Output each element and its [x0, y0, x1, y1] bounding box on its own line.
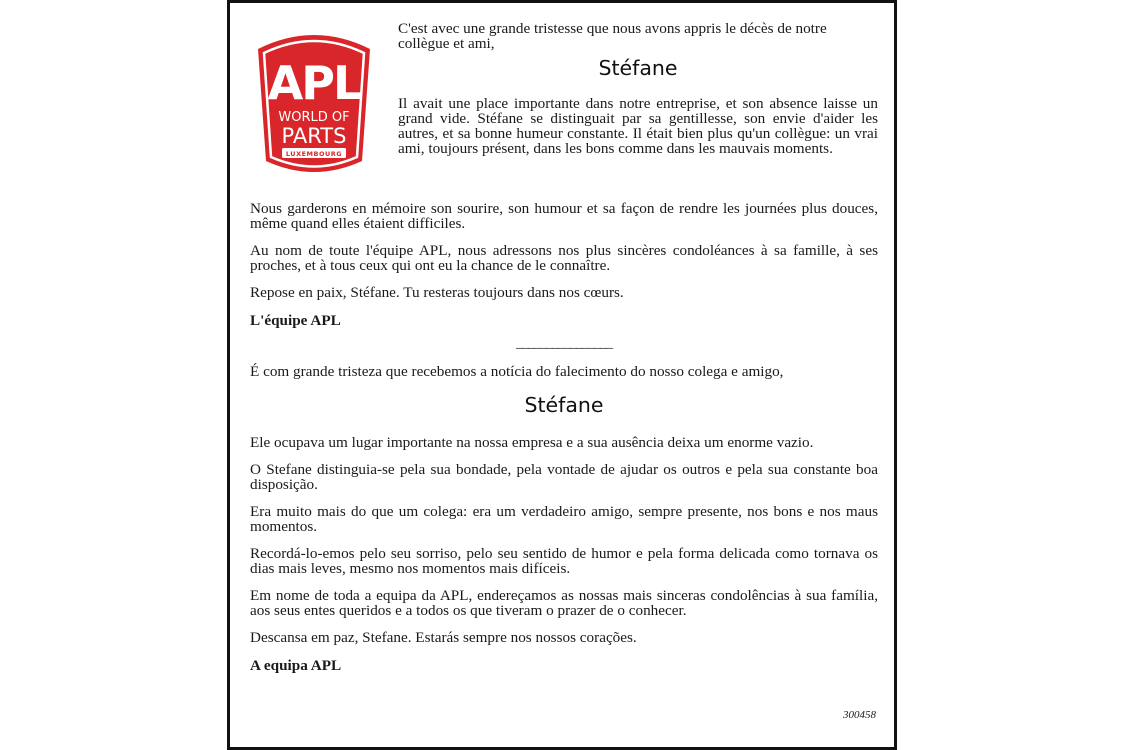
- french-paragraph: Repose en paix, Stéfane. Tu resteras toujours dans nos cœurs.: [250, 284, 624, 301]
- french-body: [250, 201, 878, 675]
- portuguese-signature: A equipa APL: [250, 657, 342, 674]
- portuguese-paragraph: O Stefane distinguia-se pela sua bondade, pela vontade de ajudar os outros e pela sua constante boa disposição.: [250, 461, 878, 493]
- french-intro: C'est avec une grande tristesse que nous avons appris le décès de notre collègue et ami,: [398, 20, 827, 52]
- portuguese-name: Stéfane: [524, 393, 604, 417]
- french-paragraph: Au nom de toute l'équipe APL, nous adressons nos plus sincères condoléances à sa famille, à ses proches, et à tous ceux qui ont eu la chance de le connaître.: [250, 242, 878, 274]
- french-name: Stéfane: [598, 56, 678, 80]
- section-divider: ________________: [516, 336, 612, 351]
- apl-logo: [248, 21, 380, 181]
- reference-number: 300458: [843, 709, 876, 721]
- portuguese-paragraph: Ele ocupava um lugar importante na nossa empresa e a sua ausência deixa um enorme vazio.: [250, 434, 814, 451]
- portuguese-intro: É com grande tristeza que recebemos a notícia do falecimento do nosso colega e amigo,: [250, 363, 784, 380]
- logo-line2: PARTS: [281, 124, 347, 148]
- portuguese-paragraph: Descansa em paz, Stefane. Estarás sempre nos nossos corações.: [250, 629, 637, 646]
- obituary-notice: [227, 0, 897, 750]
- logo-badge-text: LUXEMBOURG: [285, 150, 343, 158]
- french-paragraph: Nous garderons en mémoire son sourire, son humour et sa façon de rendre les journées plus douces, même quand elles étaient difficiles.: [250, 200, 878, 232]
- logo-line1: WORLD OF: [278, 110, 350, 125]
- portuguese-paragraph: Recordá-lo-emos pelo seu sorriso, pelo seu sentido de humor e pela forma delicada como tornava os dias mais leves, mesmo nos momentos mais difíceis.: [250, 545, 878, 577]
- logo-brand: APL: [267, 56, 361, 110]
- portuguese-paragraph: Em nome de toda a equipa da APL, endereçamos as nossas mais sinceras condolências à sua família, aos seus entes queridos e a todos os que tiveram o prazer de o conhecer.: [250, 587, 878, 619]
- portuguese-paragraph: Era muito mais do que um colega: era um verdadeiro amigo, sempre presente, nos bons e nos maus momentos.: [250, 503, 878, 535]
- french-intro-block: [398, 21, 878, 156]
- french-paragraph: Il avait une place importante dans notre entreprise, et son absence laisse un grand vide. Stéfane se distinguait par sa gentillesse, son envie d'aider les autres, et sa bonne humeur constante. Il était bien plus qu'un collègue: un vrai ami, toujours présent, dans les bons comme dans les mauvais moments.: [398, 95, 878, 157]
- french-signature: L'équipe APL: [250, 312, 341, 329]
